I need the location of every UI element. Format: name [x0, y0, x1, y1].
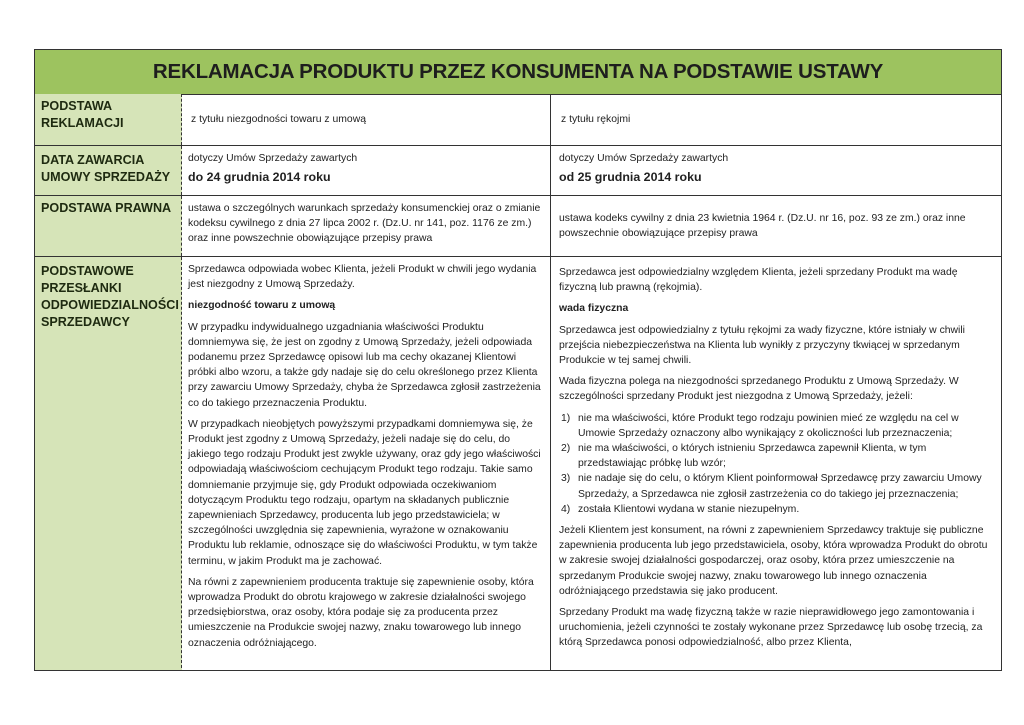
paragraph: Wada fizyczna polega na niezgodności sprzedanego Produktu z Umową Sprzedaży. W szczególności sprzedany Produkt jest niezgodna z Umową Sprzedaży, jeżeli:: [559, 376, 959, 403]
date-emphasis: do 24 grudnia 2014 roku: [188, 170, 331, 185]
row-label: PODSTAWA REKLAMACJI: [35, 94, 182, 145]
document-table: [34, 49, 1002, 671]
row-label: DATA ZAWARCIA UMOWY SPRZEDAŻY: [35, 146, 182, 195]
list-text: nie nadaje się do celu, o którym Klient poinformował Sprzedawcę przy zawarciu Umowy Sprzedaży, a Sprzedawca nie zgłosił zastrzeżenia co do takiego jej przeznaczenia;: [578, 473, 982, 500]
cell-text: ustawa kodeks cywilny z dnia 23 kwietnia 1964 r. (Dz.U. nr 16, poz. 93 ze zm.) oraz inne powszechnie obowiązujące przepisy prawa: [559, 212, 966, 239]
cell-prawna-2: [551, 196, 1001, 256]
list-number: 2): [561, 443, 571, 455]
cell-text: ustawa o szczególnych warunkach sprzedaży konsumenckiej oraz o zmianie kodeksu cywilnego z dnia 27 lipca 2002 r. (Dz.U. nr 141, poz. 1176 ze zm.) oraz inne powszechnie obowiązujące przepisy prawa: [188, 203, 541, 245]
cell-text: dotyczy Umów Sprzedaży zawartych: [559, 153, 729, 164]
defect-list: [559, 411, 993, 517]
cell-rekojmia: [551, 94, 1001, 145]
paragraph: Na równi z zapewnieniem producenta traktuje się zapewnienie osoby, która wprowadza Produkt do obrotu krajowego w zakresie działalności swojego przedsiębiorstwa, oraz osoby, która podaje się za producenta przez umieszczenie na Produkcie swojej nazwy, znaku towarowego lub innego oznaczenia odróżniającego.: [188, 576, 534, 649]
row-label: PODSTAWA PRAWNA: [35, 196, 182, 256]
list-number: 1): [561, 412, 571, 424]
cell-prawna-1: [182, 196, 551, 256]
paragraph: Jeżeli Klientem jest konsument, na równi z zapewnieniem Sprzedawcy traktuje się publiczne zapewnienia producenta lub jego przedstawiciela, osoby, która wprowadza Produkt do obrotu w zakresie swojej działalności gospodarczej, oraz osoby, która przez umieszczenie na sprzedanym Produkcie swojej nazwy, znaku towarowego lub innego oznaczenia odróżniającego przedstawia się jako producent.: [559, 525, 988, 597]
list-text: została Klientowi wydana w stanie niezupełnym.: [578, 503, 800, 515]
row-label: PODSTAWOWE PRZESŁANKI ODPOWIEDZIALNOŚCI SPRZEDAWCY: [35, 257, 182, 671]
cell-text: dotyczy Umów Sprzedaży zawartych: [188, 153, 358, 164]
row-data-zawarcia: [35, 146, 1001, 196]
paragraph: W przypadku indywidualnego uzgadniania właściwości Produktu domniemywa się, że jest on zgodny z Umową Sprzedaży, jeżeli odpowiada podanemu przez Sprzedawcę opisowi lub ma cechy okazanej Klientowi próbki albo wzoru, a także gdy nadaje się do celu określonego przez Klienta przy zawarciu Umowy Sprzedaży, chyba że Sprzedawca zgłosił zastrzeżenia co do takiego przeznaczenia Produktu.: [188, 321, 541, 409]
row-przeslanki: [35, 257, 1001, 671]
list-item: [559, 471, 993, 501]
cell-niezgodnosc: [182, 94, 551, 145]
cell-data-od: [551, 146, 1001, 195]
paragraph: Sprzedany Produkt ma wadę fizyczną także w razie nieprawidłowego jego zamontowania i uruchomienia, jeżeli czynności te zostały wykonane przez Sprzedawcę lub osobę trzecią, za którą Sprzedawca ponosi odpowiedzialność, albo przez Klienta,: [559, 607, 983, 649]
cell-text: z tytułu rękojmi: [561, 113, 631, 125]
list-item: [559, 411, 993, 441]
section-heading: niezgodność towaru z umową: [188, 300, 336, 312]
cell-data-do: [182, 146, 551, 195]
row-podstawa-prawna: [35, 196, 1001, 257]
row-podstawa-reklamacji: [35, 94, 1001, 146]
section-heading: wada fizyczna: [559, 303, 629, 315]
date-emphasis: od 25 grudnia 2014 roku: [559, 170, 702, 185]
list-item: [559, 502, 993, 517]
list-text: nie ma właściwości, o których istnieniu Sprzedawca zapewnił Klienta, w tym przedstawiając próbkę lub wzór;: [578, 443, 927, 470]
cell-text: z tytułu niezgodności towaru z umową: [191, 113, 366, 125]
paragraph: W przypadkach nieobjętych powyższymi przypadkami domniemywa się, że Produkt jest zgodny z Umową Sprzedaży, jeżeli nadaje się do celu, do jakiego tego rodzaju Produkt jest zwykle używany, oraz gdy jego właściwości odpowiadają właściwościom cechującym Produkt tego rodzaju. Takie samo domniemanie przyjmuje się, gdy Produkt odpowiada oczekiwaniom dotyczącym Produktu tego rodzaju, opartym na składanych publicznie zapewnieniach Sprzedawcy, producenta lub jego przedstawiciela; w szczególności uwzględnia się zapewnienia, wyrażone w oznakowaniu Produktu lub reklamie, odnoszące się do właściwości Produktu, w tym także terminu, w jakim Produkt ma je zachować.: [188, 418, 541, 567]
page-title: REKLAMACJA PRODUKTU PRZEZ KONSUMENTA NA PODSTAWIE USTAWY: [35, 50, 1001, 95]
list-item: [559, 441, 993, 471]
cell-przeslanki-niezgodnosc: [182, 257, 551, 671]
cell-przeslanki-rekojmia: [551, 257, 1001, 671]
list-text: nie ma właściwości, które Produkt tego rodzaju powinien mieć ze względu na cel w Umowie Sprzedaży oznaczony albo wynikający z okoliczności lub przeznaczenia;: [578, 412, 959, 439]
paragraph: Sprzedawca jest odpowiedzialny z tytułu rękojmi za wady fizyczne, które istniały w chwili przejścia niebezpieczeństwa na Klienta lub wynikły z przyczyny tkwiącej w sprzedanym Produkcie w tej samej chwili.: [559, 324, 965, 367]
list-number: 4): [561, 503, 571, 515]
paragraph: Sprzedawca jest odpowiedzialny względem Klienta, jeżeli sprzedany Produkt ma wadę fizyczną lub prawną (rękojmia).: [559, 267, 958, 294]
paragraph: Sprzedawca odpowiada wobec Klienta, jeżeli Produkt w chwili jego wydania jest niezgodny z Umową Sprzedaży.: [188, 264, 537, 291]
list-number: 3): [561, 473, 571, 485]
